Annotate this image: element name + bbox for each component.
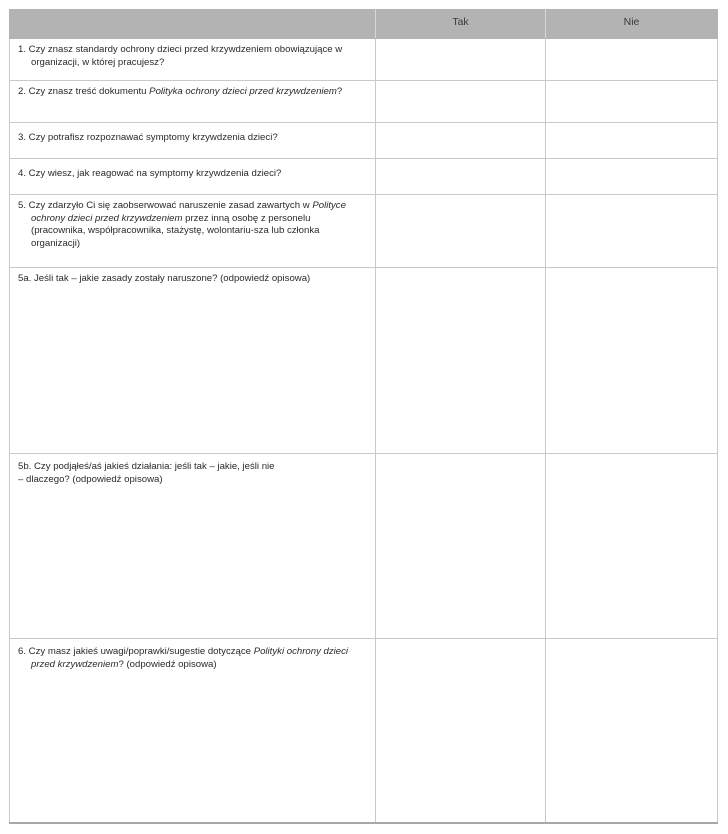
answer-no-cell[interactable]	[546, 159, 718, 195]
answer-no-cell[interactable]	[546, 454, 718, 639]
table-row	[10, 39, 718, 81]
question-cell	[10, 81, 376, 123]
answer-yes-cell[interactable]	[376, 123, 546, 159]
question-text: 5b. Czy podjąłeś/aś jakieś działania: jeśli tak – jakie, jeśli nie – dlaczego? (odpowiedź opisowa)	[18, 461, 275, 485]
header-yes: Tak	[376, 10, 546, 39]
header-no: Nie	[546, 10, 718, 39]
answer-no-cell[interactable]	[546, 39, 718, 81]
answer-yes-cell[interactable]	[376, 39, 546, 81]
table-row	[10, 159, 718, 195]
answer-yes-cell[interactable]	[376, 81, 546, 123]
answer-no-cell[interactable]	[546, 123, 718, 159]
answer-no-cell[interactable]	[546, 639, 718, 823]
table-row	[10, 454, 718, 639]
question-text: 5a. Jeśli tak – jakie zasady zostały naruszone? (odpowiedź opisowa)	[18, 273, 311, 284]
table-row	[10, 81, 718, 123]
answer-yes-cell[interactable]	[376, 268, 546, 454]
question-cell	[10, 195, 376, 268]
header-question-cell	[10, 10, 376, 39]
table-row	[10, 639, 718, 823]
question-text: 2. Czy znasz treść dokumentu Polityka ochrony dzieci przed krzywdzeniem?	[18, 86, 343, 97]
question-cell	[10, 454, 376, 639]
question-cell	[10, 639, 376, 823]
answer-no-cell[interactable]	[546, 268, 718, 454]
answer-yes-cell[interactable]	[376, 454, 546, 639]
table-row	[10, 195, 718, 268]
question-text: 4. Czy wiesz, jak reagować na symptomy krzywdzenia dzieci?	[18, 168, 282, 179]
question-text: 3. Czy potrafisz rozpoznawać symptomy krzywdzenia dzieci?	[18, 132, 278, 143]
header-row	[10, 10, 718, 39]
question-cell	[10, 123, 376, 159]
question-text: 5. Czy zdarzyło Ci się zaobserwować naruszenie zasad zawartych w Polityce ochrony dzieci przed krzywdzeniem przez inną osobę z personelu (pracownika, współpracownika, stażystę, wolontariu-sza lub członka organizacji)	[18, 200, 346, 249]
answer-no-cell[interactable]	[546, 81, 718, 123]
question-cell	[10, 39, 376, 81]
question-text: 6. Czy masz jakieś uwagi/poprawki/sugestie dotyczące Polityki ochrony dzieci przed krzywdzeniem? (odpowiedź opisowa)	[18, 646, 349, 670]
question-cell	[10, 159, 376, 195]
answer-yes-cell[interactable]	[376, 195, 546, 268]
answer-no-cell[interactable]	[546, 195, 718, 268]
answer-yes-cell[interactable]	[376, 639, 546, 823]
answer-yes-cell[interactable]	[376, 159, 546, 195]
question-cell	[10, 268, 376, 454]
survey-table	[9, 9, 718, 824]
table-row	[10, 268, 718, 454]
table-row	[10, 123, 718, 159]
question-text: 1. Czy znasz standardy ochrony dzieci przed krzywdzeniem obowiązujące w organizacji, w której pracujesz?	[18, 44, 343, 68]
